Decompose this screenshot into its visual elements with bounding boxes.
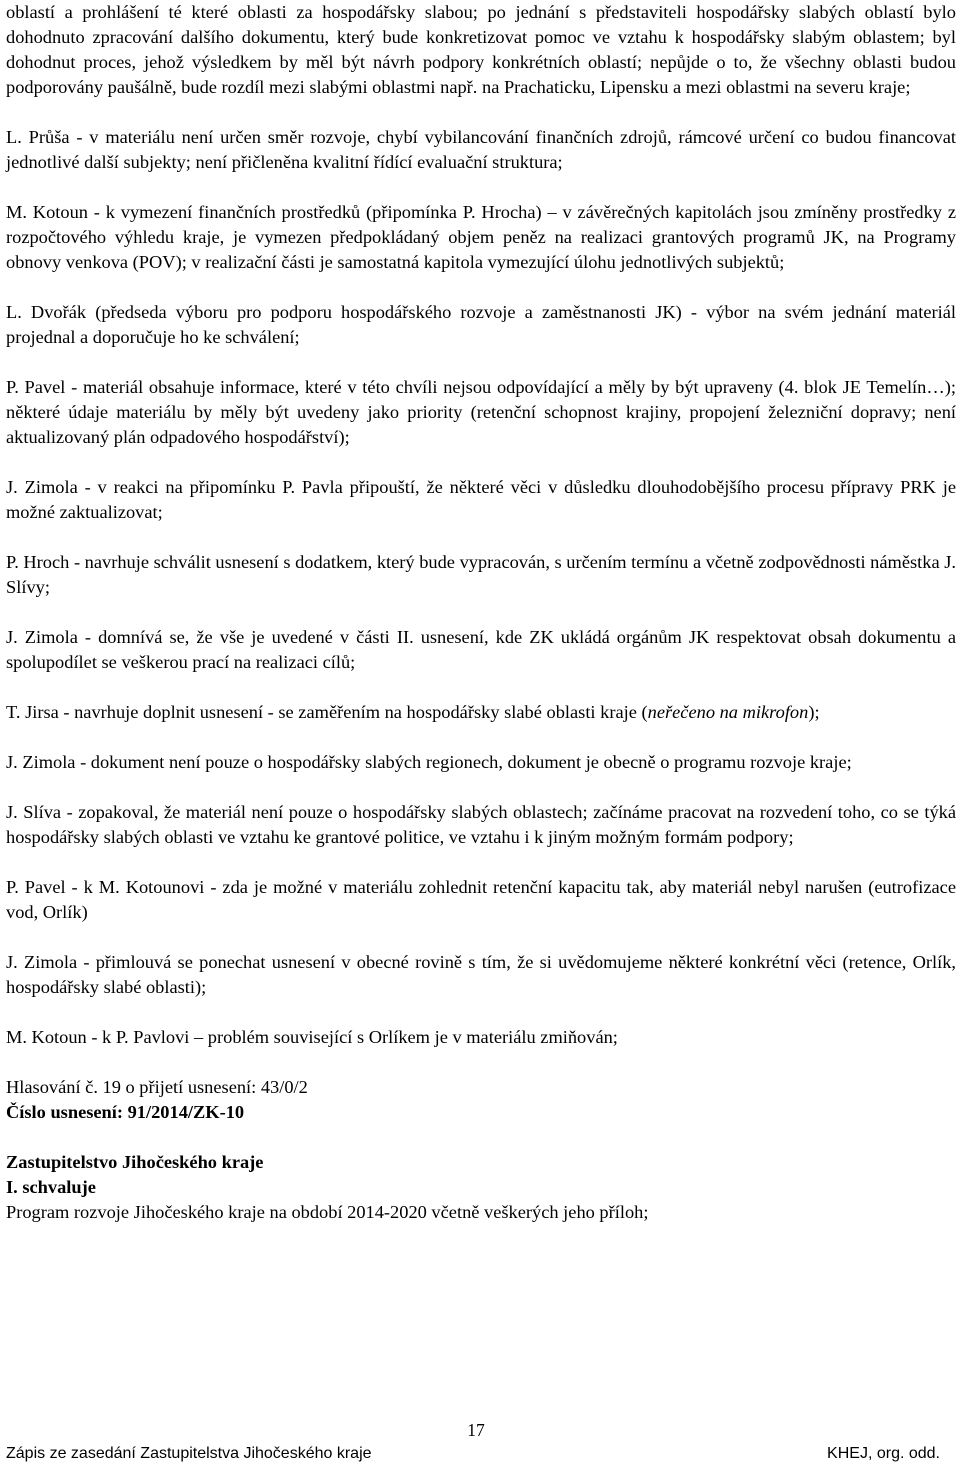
jirsa-italic-note: neřečeno na mikrofon (647, 702, 809, 722)
paragraph-kotoun: M. Kotoun - k vymezení finančních prostředků (připomínka P. Hrocha) – v závěrečných kapitolách jsou zmíněny prostředky z rozpočtového výhledu kraje, je vymezen předpokládaný objem peněz na realizaci grantových programů JK, na Programy obnovy venkova (POV); v realizační části je samostatná kapitola vymezující úlohu jednotlivých subjektů; (6, 202, 956, 272)
resolution-number: Číslo usnesení: 91/2014/ZK-10 (6, 1102, 245, 1122)
paragraph-zimola-dokument: J. Zimola - dokument není pouze o hospodářsky slabých regionech, dokument je obecně o programu rozvoje kraje; (6, 752, 852, 772)
paragraph-kotoun-pavel: M. Kotoun - k P. Pavlovi – problém související s Orlíkem je v materiálu zmiňován; (6, 1027, 618, 1047)
paragraph-zimola-usneseni: J. Zimola - přimlouvá se ponechat usnesení v obecné rovině s tím, že si uvědomujeme některé konkrétní věci (retence, Orlík, hospodářsky slabé oblasti); (6, 952, 956, 997)
document-page (6, 0, 956, 1225)
jirsa-text: T. Jirsa - navrhuje doplnit usnesení - se zaměřením na hospodářsky slabé oblasti kraje ( (6, 702, 648, 722)
paragraph-zimola-reakce: J. Zimola - v reakci na připomínku P. Pavla připouští, že některé věci v důsledku dlouhodobějšího procesu přípravy PRK je možné zaktualizovat; (6, 477, 956, 522)
paragraph-dvorak: L. Dvořák (předseda výboru pro podporu hospodářského rozvoje a zaměstnanosti JK) - výbor na svém jednání materiál projednal a doporučuje ho ke schválení; (6, 302, 956, 347)
paragraph-sliva: J. Slíva - zopakoval, že materiál není pouze o hospodářsky slabých oblastech; začínáme pracovat na rozvedení toho, co se týká hospodářsky slabých oblasti ve vztahu ke grantové politice, ve vztahu i k jiným možným formám podpory; (6, 802, 956, 847)
footer-department: KHEJ, org. odd. (827, 1445, 940, 1462)
page-footer (6, 1418, 946, 1464)
footer-document-title: Zápis ze zasedání Zastupitelstva Jihočeského kraje (6, 1445, 372, 1462)
paragraph-jirsa (6, 700, 956, 725)
page-number: 17 (467, 1420, 485, 1440)
spacer-line (6, 1125, 956, 1150)
paragraph-pavel-kotoun: P. Pavel - k M. Kotounovi - zda je možné v materiálu zohlednit retenční kapacitu tak, aby materiál nebyl narušen (eutrofizace vod, Orlík) (6, 877, 956, 922)
paragraph-hroch: P. Hroch - navrhuje schválit usnesení s dodatkem, který bude vypracován, s určením termínu a včetně zodpovědnosti náměstka J. Slívy; (6, 552, 956, 597)
paragraph-zimola-cast-ii: J. Zimola - domnívá se, že vše je uvedené v části II. usnesení, kde ZK ukládá orgánům JK respektovat obsah dokumentu a spolupodílet se veškerou prací na realizaci cílů; (6, 627, 956, 672)
program-text: Program rozvoje Jihočeského kraje na období 2014-2020 včetně veškerých jeho příloh; (6, 1202, 649, 1222)
jirsa-end: ); (808, 702, 820, 722)
approves-heading: I. schvaluje (6, 1177, 96, 1197)
paragraph-intro: oblastí a prohlášení té které oblasti za hospodářsky slabou; po jednání s představiteli hospodářsky slabých oblastí bylo dohodnuto zpracování dalšího dokumentu, který bude konkretizovat pomoc ve vztahu k hospodářsky slabým oblastem; byl dohodnut proces, jehož výsledkem by měl být návrh podpory konkrétních oblastí; nepůjde o to, že všechny oblasti budou podporovány paušálně, bude rozdíl mezi slabými oblastmi např. na Prachaticku, Lipensku a mezi oblastmi na severu kraje; (6, 2, 956, 97)
vote-line: Hlasování č. 19 o přijetí usnesení: 43/0/2 (6, 1077, 308, 1097)
body-name: Zastupitelstvo Jihočeského kraje (6, 1152, 264, 1172)
paragraph-prusa: L. Průša - v materiálu není určen směr rozvoje, chybí vybilancování finančních zdrojů, rámcové určení co budou financovat jednotlivé další subjekty; není přičleněna kvalitní řídící evaluační struktura; (6, 127, 956, 172)
paragraph-pavel: P. Pavel - materiál obsahuje informace, které v této chvíli nejsou odpovídající a měly by být upraveny (4. blok JE Temelín…); některé údaje materiálu by měly být uvedeny jako priority (retenční schopnost krajiny, propojení železniční dopravy; není aktualizovaný plán odpadového hospodářství); (6, 377, 956, 447)
